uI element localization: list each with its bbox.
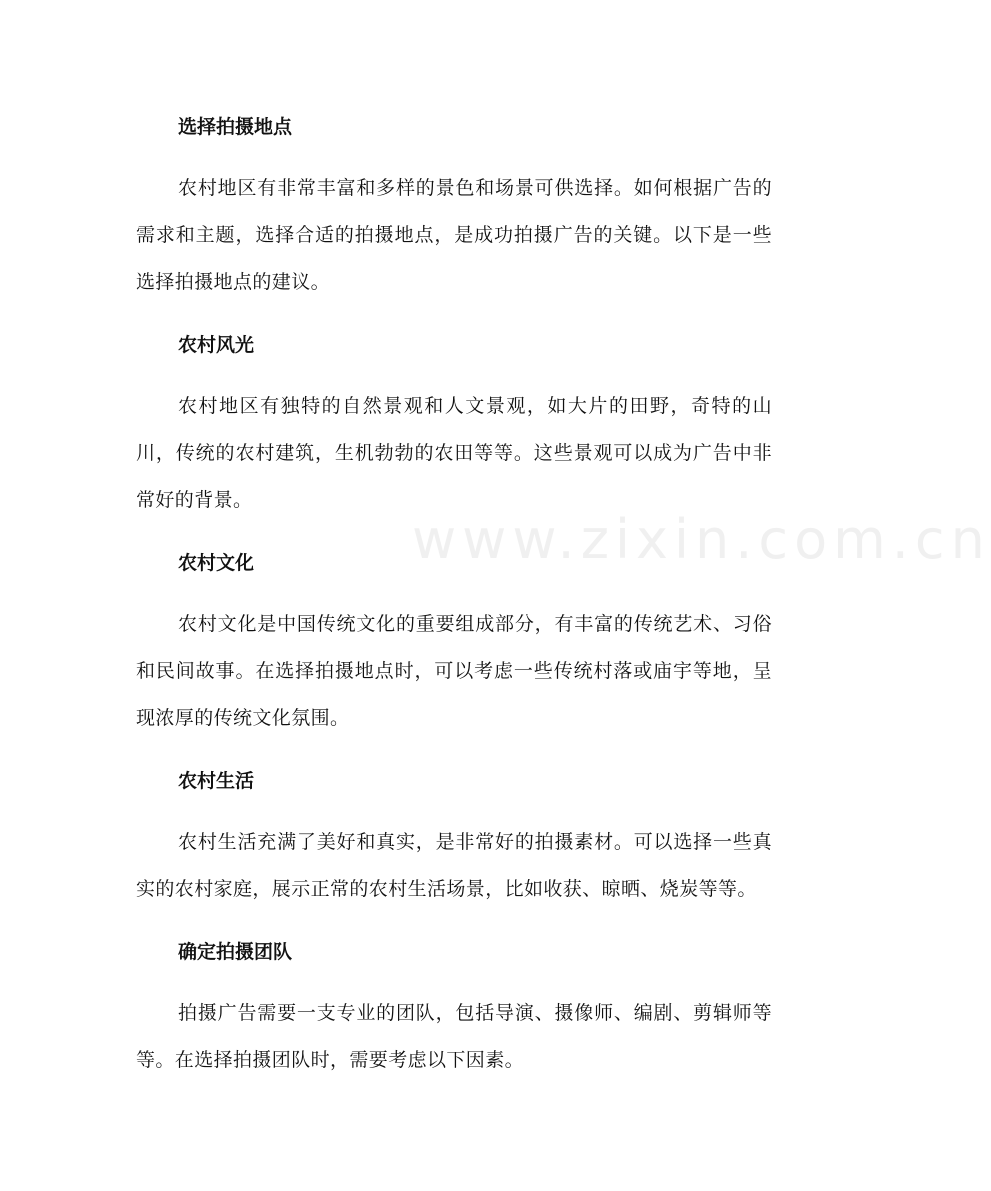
document-body (136, 108, 772, 1104)
section-paragraph-rural-scenery: 农村地区有独特的自然景观和人文景观，如大片的田野，奇特的山川，传统的农村建筑，生机勃勃的农田等等。这些景观可以成为广告中非常好的背景。 (136, 395, 772, 511)
section-paragraph-shooting-location: 农村地区有非常丰富和多样的景色和场景可供选择。如何根据广告的需求和主题，选择合适的拍摄地点，是成功拍摄广告的关键。以下是一些选择拍摄地点的建议。 (136, 177, 772, 293)
section-paragraph-rural-life: 农村生活充满了美好和真实，是非常好的拍摄素材。可以选择一些真实的农村家庭，展示正常的农村生活场景，比如收获、晾晒、烧炭等等。 (136, 831, 772, 900)
section-paragraph-rural-culture: 农村文化是中国传统文化的重要组成部分，有丰富的传统艺术、习俗和民间故事。在选择拍摄地点时，可以考虑一些传统村落或庙宇等地，呈现浓厚的传统文化氛围。 (136, 613, 772, 729)
section-heading-rural-culture: 农村文化 (178, 552, 255, 574)
section-heading-rural-scenery: 农村风光 (178, 334, 255, 356)
section-heading-rural-life: 农村生活 (178, 770, 255, 792)
section-paragraph-shooting-team: 拍摄广告需要一支专业的团队，包括导演、摄像师、编剧、剪辑师等等。在选择拍摄团队时，需要考虑以下因素。 (136, 1002, 772, 1071)
watermark: www.zixin.com.cn (412, 508, 991, 571)
section-heading-shooting-team: 确定拍摄团队 (178, 941, 293, 963)
section-heading-shooting-location: 选择拍摄地点 (178, 116, 293, 138)
